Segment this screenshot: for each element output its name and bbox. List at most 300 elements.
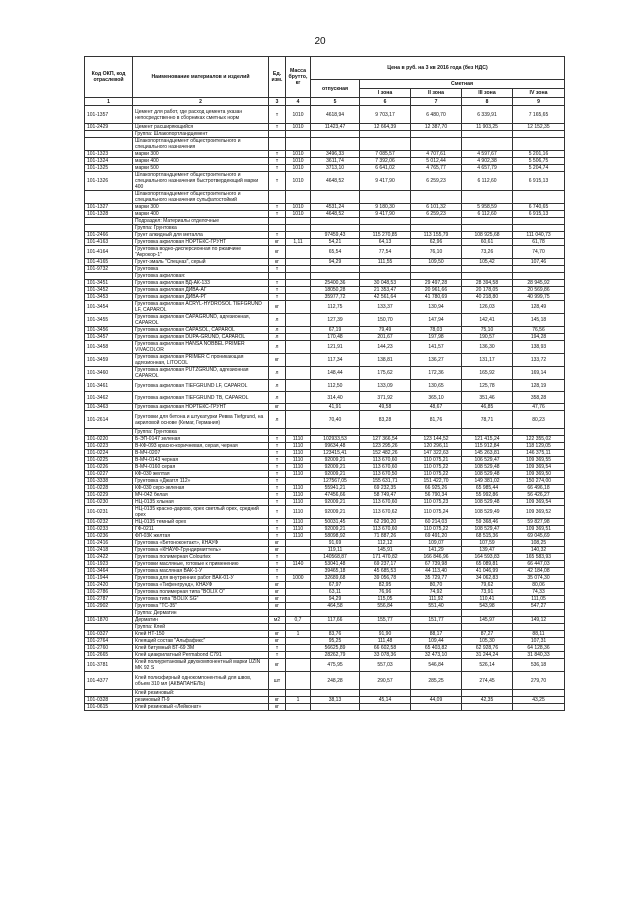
table-row xyxy=(85,259,565,266)
item-code: 101-3453 xyxy=(85,294,133,301)
item-release-price: 148,44 xyxy=(311,367,360,380)
item-zone-1-price: 113 670,60 xyxy=(360,499,411,506)
item-name: МЧ-042 белая xyxy=(133,492,269,499)
item-unit: кг xyxy=(269,354,286,367)
item-code: 101-9732 xyxy=(85,266,133,273)
item-mass: 1110 xyxy=(286,506,311,519)
item-name: Группа: Дерматин xyxy=(133,610,269,617)
item-zone-3-price: 75,10 xyxy=(462,327,513,334)
item-name: Грунт-эмаль "Спецназ", серый xyxy=(133,259,269,266)
item-zone-1-price xyxy=(360,138,411,151)
item-zone-4-price: 35 074,30 xyxy=(513,575,565,582)
item-code xyxy=(85,429,133,436)
item-release-price xyxy=(311,610,360,617)
table-row xyxy=(85,191,565,204)
item-zone-4-price xyxy=(513,131,565,138)
item-release-price: 464,58 xyxy=(311,603,360,610)
item-mass xyxy=(286,672,311,690)
item-name: Грунтовка «КНАУФ-Грундирмиттель» xyxy=(133,547,269,554)
item-mass xyxy=(286,367,311,380)
item-zone-1-price: 9 417,90 xyxy=(360,172,411,191)
item-unit: т xyxy=(269,204,286,211)
item-name: Грунтовка полимерная типа "BOLIX O" xyxy=(133,589,269,596)
item-release-price: 25400,36 xyxy=(311,280,360,287)
item-unit: т xyxy=(269,554,286,561)
item-zone-2-price xyxy=(411,690,462,697)
item-zone-4-price xyxy=(513,610,565,617)
item-mass: 1110 xyxy=(286,464,311,471)
item-zone-4-price: 128,49 xyxy=(513,301,565,314)
item-mass xyxy=(286,704,311,711)
item-unit: кг xyxy=(269,301,286,314)
item-unit: т xyxy=(269,471,286,478)
item-zone-2-price: 151,77 xyxy=(411,617,462,624)
item-code: 101-0615 xyxy=(85,704,133,711)
item-name: Грунтовка полимерная Colourtex xyxy=(133,554,269,561)
item-zone-4-price xyxy=(513,690,565,697)
item-release-price: 92009,21 xyxy=(311,457,360,464)
item-unit: л xyxy=(269,411,286,429)
item-unit: кг xyxy=(269,540,286,547)
item-zone-1-price: 113 670,60 xyxy=(360,457,411,464)
item-mass xyxy=(286,287,311,294)
item-zone-3-price: 105,30 xyxy=(462,638,513,645)
item-zone-3-price xyxy=(462,624,513,631)
item-name: Грунтовка «Джаггл 112» xyxy=(133,478,269,485)
item-code: 101-1327 xyxy=(85,204,133,211)
item-unit: т xyxy=(269,519,286,526)
item-zone-3-price: 28 394,58 xyxy=(462,280,513,287)
item-zone-2-price: 66 925,26 xyxy=(411,485,462,492)
item-code xyxy=(85,690,133,697)
item-zone-4-price: 547,27 xyxy=(513,603,565,610)
item-zone-1-price: 45,14 xyxy=(360,697,411,704)
item-unit xyxy=(269,690,286,697)
item-name: резиновый П-9 xyxy=(133,697,269,704)
item-zone-2-price: 285,25 xyxy=(411,672,462,690)
table-row xyxy=(85,485,565,492)
item-release-price: 4648,52 xyxy=(311,211,360,218)
item-mass: 1010 xyxy=(286,124,311,131)
table-row xyxy=(85,659,565,672)
item-zone-1-price: 115,05 xyxy=(360,596,411,603)
item-release-price: 92009,21 xyxy=(311,506,360,519)
item-zone-2-price: 32 473,10 xyxy=(411,652,462,659)
item-name: Грунтовка акриловая TIEFGRUND LF, CAPAROL xyxy=(133,380,269,392)
item-code: 101-3781 xyxy=(85,659,133,672)
item-zone-2-price: 6 480,70 xyxy=(411,106,462,124)
item-zone-2-price: 365,10 xyxy=(411,392,462,404)
item-unit: кг xyxy=(269,404,286,411)
item-zone-2-price xyxy=(411,610,462,617)
item-mass: 1010 xyxy=(286,172,311,191)
column-number: 9 xyxy=(513,98,565,106)
item-zone-2-price: 136,27 xyxy=(411,354,462,367)
item-release-price: 39465,18 xyxy=(311,568,360,575)
item-mass: 1110 xyxy=(286,519,311,526)
item-release-price: 11423,47 xyxy=(311,124,360,131)
table-row xyxy=(85,617,565,624)
table-row xyxy=(85,232,565,239)
item-unit: л xyxy=(269,327,286,334)
item-name: Группа: Клей xyxy=(133,624,269,631)
table-row xyxy=(85,392,565,404)
item-code: 101-3457 xyxy=(85,334,133,341)
table-row xyxy=(85,568,565,575)
item-zone-2-price: 88,17 xyxy=(411,631,462,638)
item-name: Грунтовка акриловая PUTZGRUND, адгезионная CAPAROL xyxy=(133,367,269,380)
item-zone-4-price: 47,76 xyxy=(513,404,565,411)
item-zone-3-price: 149 381,02 xyxy=(462,478,513,485)
item-code: 101-1325 xyxy=(85,165,133,172)
item-release-price: 70,40 xyxy=(311,411,360,429)
item-mass xyxy=(286,225,311,232)
item-mass: 1010 xyxy=(286,151,311,158)
item-zone-4-price: 108,25 xyxy=(513,540,565,547)
item-zone-3-price: 131,17 xyxy=(462,354,513,367)
item-name: Грунтовки масляные, готовые к применению xyxy=(133,561,269,568)
item-zone-1-price: 9 180,30 xyxy=(360,204,411,211)
item-zone-2-price: 111,92 xyxy=(411,596,462,603)
item-name: Шлакопортландцемент общестроительного и специального назначения быстротвердеющий марки 400 xyxy=(133,172,269,191)
item-unit: т xyxy=(269,568,286,575)
item-code: 101-0225 xyxy=(85,457,133,464)
item-zone-4-price: 109 369,52 xyxy=(513,506,565,519)
item-zone-3-price xyxy=(462,610,513,617)
column-number-row xyxy=(85,98,565,106)
item-zone-1-price: 69 237,17 xyxy=(360,561,411,568)
item-mass: 1010 xyxy=(286,158,311,165)
table-row xyxy=(85,519,565,526)
item-zone-4-price xyxy=(513,138,565,151)
item-unit: т xyxy=(269,652,286,659)
item-unit: т xyxy=(269,506,286,519)
item-code: 101-3338 xyxy=(85,478,133,485)
table-row xyxy=(85,341,565,354)
item-code: 101-0327 xyxy=(85,631,133,638)
table-row xyxy=(85,106,565,124)
item-zone-4-price: 5 201,16 xyxy=(513,151,565,158)
item-name: В-МЧ-0160 серая xyxy=(133,464,269,471)
item-zone-4-price: 74,70 xyxy=(513,246,565,259)
item-zone-2-price xyxy=(411,429,462,436)
item-unit: кг xyxy=(269,582,286,589)
item-zone-1-price: 201,67 xyxy=(360,334,411,341)
item-zone-1-price: 91,90 xyxy=(360,631,411,638)
item-zone-1-price: 115 270,85 xyxy=(360,232,411,239)
item-zone-3-price: 65 985,44 xyxy=(462,485,513,492)
item-zone-2-price: 546,84 xyxy=(411,659,462,672)
item-name: Грунтовка акриловая CAPAGRUND, адгезионная, CAPAROL xyxy=(133,314,269,327)
item-zone-4-price xyxy=(513,273,565,280)
item-zone-2-price: 123 144,52 xyxy=(411,436,462,443)
item-unit xyxy=(269,225,286,232)
table-row xyxy=(85,624,565,631)
item-zone-1-price: 113 670,62 xyxy=(360,506,411,519)
item-zone-2-price: 130,65 xyxy=(411,380,462,392)
item-mass: 1110 xyxy=(286,499,311,506)
item-zone-1-price: 79,49 xyxy=(360,327,411,334)
item-zone-1-price: 30 048,53 xyxy=(360,280,411,287)
item-name: ФЛ-03К желтая xyxy=(133,533,269,540)
header-zone-3: III зона xyxy=(462,89,513,98)
item-zone-1-price: 6 641,02 xyxy=(360,165,411,172)
item-unit: т xyxy=(269,485,286,492)
item-code: 101-4377 xyxy=(85,672,133,690)
item-zone-1-price xyxy=(360,273,411,280)
item-code xyxy=(85,624,133,631)
item-zone-4-price: 66 496,18 xyxy=(513,485,565,492)
item-zone-1-price: 39 056,78 xyxy=(360,575,411,582)
item-zone-3-price xyxy=(462,218,513,225)
item-code: 101-4164 xyxy=(85,246,133,259)
item-mass xyxy=(286,652,311,659)
item-unit: т xyxy=(269,106,286,124)
item-zone-2-price xyxy=(411,704,462,711)
table-row xyxy=(85,631,565,638)
item-release-price: 91,69 xyxy=(311,540,360,547)
item-mass xyxy=(286,582,311,589)
item-zone-4-price xyxy=(513,191,565,204)
table-row xyxy=(85,334,565,341)
item-release-price: 94,29 xyxy=(311,596,360,603)
item-mass xyxy=(286,540,311,547)
header-unit: Ед. изм. xyxy=(269,57,286,98)
item-mass xyxy=(286,314,311,327)
item-code: 101-3459 xyxy=(85,354,133,367)
item-name: Грунтовка акриловая: xyxy=(133,273,269,280)
item-zone-3-price: 165,92 xyxy=(462,367,513,380)
item-zone-4-price: 122 355,02 xyxy=(513,436,565,443)
item-zone-4-price: 109 369,55 xyxy=(513,457,565,464)
item-unit: т xyxy=(269,124,286,131)
item-zone-1-price: 76,96 xyxy=(360,589,411,596)
table-row xyxy=(85,554,565,561)
item-name: Клей НТ-150 xyxy=(133,631,269,638)
table-row xyxy=(85,225,565,232)
table-row xyxy=(85,239,565,246)
item-mass xyxy=(286,327,311,334)
item-code: 101-2418 xyxy=(85,547,133,554)
item-zone-1-price: 62 290,20 xyxy=(360,519,411,526)
table-row xyxy=(85,443,565,450)
item-mass xyxy=(286,294,311,301)
item-zone-4-price: 536,18 xyxy=(513,659,565,672)
item-zone-3-price xyxy=(462,690,513,697)
item-zone-3-price: 145,97 xyxy=(462,617,513,624)
item-code xyxy=(85,131,133,138)
item-code: 101-3458 xyxy=(85,341,133,354)
item-unit: т xyxy=(269,464,286,471)
item-release-price: 112,50 xyxy=(311,380,360,392)
item-release-price: 58098,92 xyxy=(311,533,360,540)
item-release-price: 54,21 xyxy=(311,239,360,246)
item-zone-2-price: 109,07 xyxy=(411,540,462,547)
item-zone-2-price: 29 497,28 xyxy=(411,280,462,287)
item-zone-3-price: 4 597,67 xyxy=(462,151,513,158)
table-row xyxy=(85,561,565,568)
item-zone-2-price: 141,57 xyxy=(411,341,462,354)
item-zone-4-price: 140,32 xyxy=(513,547,565,554)
item-zone-3-price: 274,45 xyxy=(462,672,513,690)
item-mass xyxy=(286,596,311,603)
item-zone-2-price: 110 075,24 xyxy=(411,506,462,519)
item-zone-2-price xyxy=(411,273,462,280)
item-unit: т xyxy=(269,280,286,287)
item-code: 101-2902 xyxy=(85,603,133,610)
item-mass xyxy=(286,554,311,561)
table-row xyxy=(85,596,565,603)
item-mass xyxy=(286,301,311,314)
item-name: Грунтовка "ТС-35" xyxy=(133,603,269,610)
item-unit: кг xyxy=(269,589,286,596)
item-unit: т xyxy=(269,294,286,301)
table-row xyxy=(85,165,565,172)
item-mass xyxy=(286,218,311,225)
item-zone-2-price: 41 780,69 xyxy=(411,294,462,301)
table-row xyxy=(85,380,565,392)
item-mass: 1010 xyxy=(286,106,311,124)
item-code: 101-3463 xyxy=(85,404,133,411)
item-release-price: 314,40 xyxy=(311,392,360,404)
item-zone-1-price xyxy=(360,218,411,225)
item-zone-2-price: 151 422,70 xyxy=(411,478,462,485)
item-zone-2-price: 80,70 xyxy=(411,582,462,589)
table-row xyxy=(85,492,565,499)
item-unit xyxy=(269,610,286,617)
item-zone-4-price: 111,05 xyxy=(513,596,565,603)
item-zone-3-price: 145 263,81 xyxy=(462,450,513,457)
item-unit: т xyxy=(269,645,286,652)
item-name: Грунтовка типа "BOLIX SG" xyxy=(133,596,269,603)
item-release-price: 32689,68 xyxy=(311,575,360,582)
item-unit: кг xyxy=(269,697,286,704)
item-mass xyxy=(286,547,311,554)
item-code: 101-0233 xyxy=(85,526,133,533)
header-release-price: отпускная xyxy=(311,80,360,98)
table-row xyxy=(85,464,565,471)
item-zone-1-price: 113 670,60 xyxy=(360,526,411,533)
item-zone-3-price xyxy=(462,225,513,232)
item-unit: т xyxy=(269,151,286,158)
item-code: 101-1328 xyxy=(85,211,133,218)
item-unit: кг xyxy=(269,596,286,603)
item-zone-3-price: 5 958,59 xyxy=(462,204,513,211)
item-unit: л xyxy=(269,314,286,327)
item-zone-2-price: 48,67 xyxy=(411,404,462,411)
table-row xyxy=(85,697,565,704)
item-zone-2-price: 44,09 xyxy=(411,697,462,704)
item-zone-4-price: 138,93 xyxy=(513,341,565,354)
table-row xyxy=(85,404,565,411)
item-zone-1-price xyxy=(360,610,411,617)
item-zone-3-price: 59 368,46 xyxy=(462,519,513,526)
item-zone-2-price: 4 707,61 xyxy=(411,151,462,158)
table-row xyxy=(85,294,565,301)
item-zone-3-price: 108 529,48 xyxy=(462,464,513,471)
item-zone-1-price xyxy=(360,704,411,711)
table-row xyxy=(85,327,565,334)
item-unit: кг xyxy=(269,246,286,259)
item-zone-4-price: 43,25 xyxy=(513,697,565,704)
item-code: 101-4165 xyxy=(85,259,133,266)
item-zone-4-price xyxy=(513,218,565,225)
item-zone-4-price: 133,72 xyxy=(513,354,565,367)
item-zone-3-price: 20 178,05 xyxy=(462,287,513,294)
item-name: Грунтовка акриловая DUPA-GRUND, CAPAROL xyxy=(133,334,269,341)
item-code: 101-0220 xyxy=(85,436,133,443)
item-zone-4-price: 88,11 xyxy=(513,631,565,638)
item-mass xyxy=(286,624,311,631)
item-zone-4-price: 128,19 xyxy=(513,380,565,392)
item-zone-1-price xyxy=(360,266,411,273)
item-unit xyxy=(269,218,286,225)
item-release-price xyxy=(311,266,360,273)
item-zone-3-price: 68 515,36 xyxy=(462,533,513,540)
item-zone-3-price: 4 902,38 xyxy=(462,158,513,165)
item-release-price: 18050,28 xyxy=(311,287,360,294)
item-zone-4-price: 145,18 xyxy=(513,314,565,327)
table-row xyxy=(85,211,565,218)
table-row xyxy=(85,540,565,547)
item-code xyxy=(85,225,133,232)
item-zone-4-price: 107,46 xyxy=(513,259,565,266)
price-table-body xyxy=(85,106,565,711)
item-zone-2-price: 130,94 xyxy=(411,301,462,314)
item-unit xyxy=(269,429,286,436)
item-unit: т xyxy=(269,436,286,443)
item-zone-4-price xyxy=(513,704,565,711)
item-mass: 1110 xyxy=(286,436,311,443)
item-zone-1-price: 133,09 xyxy=(360,380,411,392)
item-code: 101-1870 xyxy=(85,617,133,624)
table-row xyxy=(85,547,565,554)
item-zone-3-price: 139,47 xyxy=(462,547,513,554)
item-mass xyxy=(286,659,311,672)
item-release-price: 4618,94 xyxy=(311,106,360,124)
item-release-price xyxy=(311,131,360,138)
item-zone-4-price: 5 204,74 xyxy=(513,165,565,172)
table-row xyxy=(85,478,565,485)
item-mass: 1 xyxy=(286,697,311,704)
item-mass: 1010 xyxy=(286,211,311,218)
item-code: 101-0229 xyxy=(85,492,133,499)
item-release-price xyxy=(311,624,360,631)
item-name: Клей полиэфирный однокомпонентный для швов, объем 310 мл (АКВАПАНЕЛЬ) xyxy=(133,672,269,690)
item-name: НЦ-0135 темный орех xyxy=(133,519,269,526)
table-row xyxy=(85,526,565,533)
item-code: 101-2786 xyxy=(85,589,133,596)
item-zone-2-price: 78,03 xyxy=(411,327,462,334)
item-release-price xyxy=(311,191,360,204)
item-zone-1-price: 144,23 xyxy=(360,341,411,354)
item-zone-4-price: 74,33 xyxy=(513,589,565,596)
item-zone-3-price: 4 657,79 xyxy=(462,165,513,172)
item-unit: т xyxy=(269,499,286,506)
table-row xyxy=(85,645,565,652)
item-mass: 1110 xyxy=(286,485,311,492)
table-row xyxy=(85,287,565,294)
item-zone-2-price: 20 961,66 xyxy=(411,287,462,294)
item-zone-4-price: 20 569,86 xyxy=(513,287,565,294)
item-code: 101-0223 xyxy=(85,443,133,450)
item-zone-1-price: 371,92 xyxy=(360,392,411,404)
item-zone-4-price xyxy=(513,266,565,273)
item-code: 101-0328 xyxy=(85,697,133,704)
item-zone-1-price: 9 417,90 xyxy=(360,211,411,218)
table-row xyxy=(85,280,565,287)
item-mass xyxy=(286,478,311,485)
